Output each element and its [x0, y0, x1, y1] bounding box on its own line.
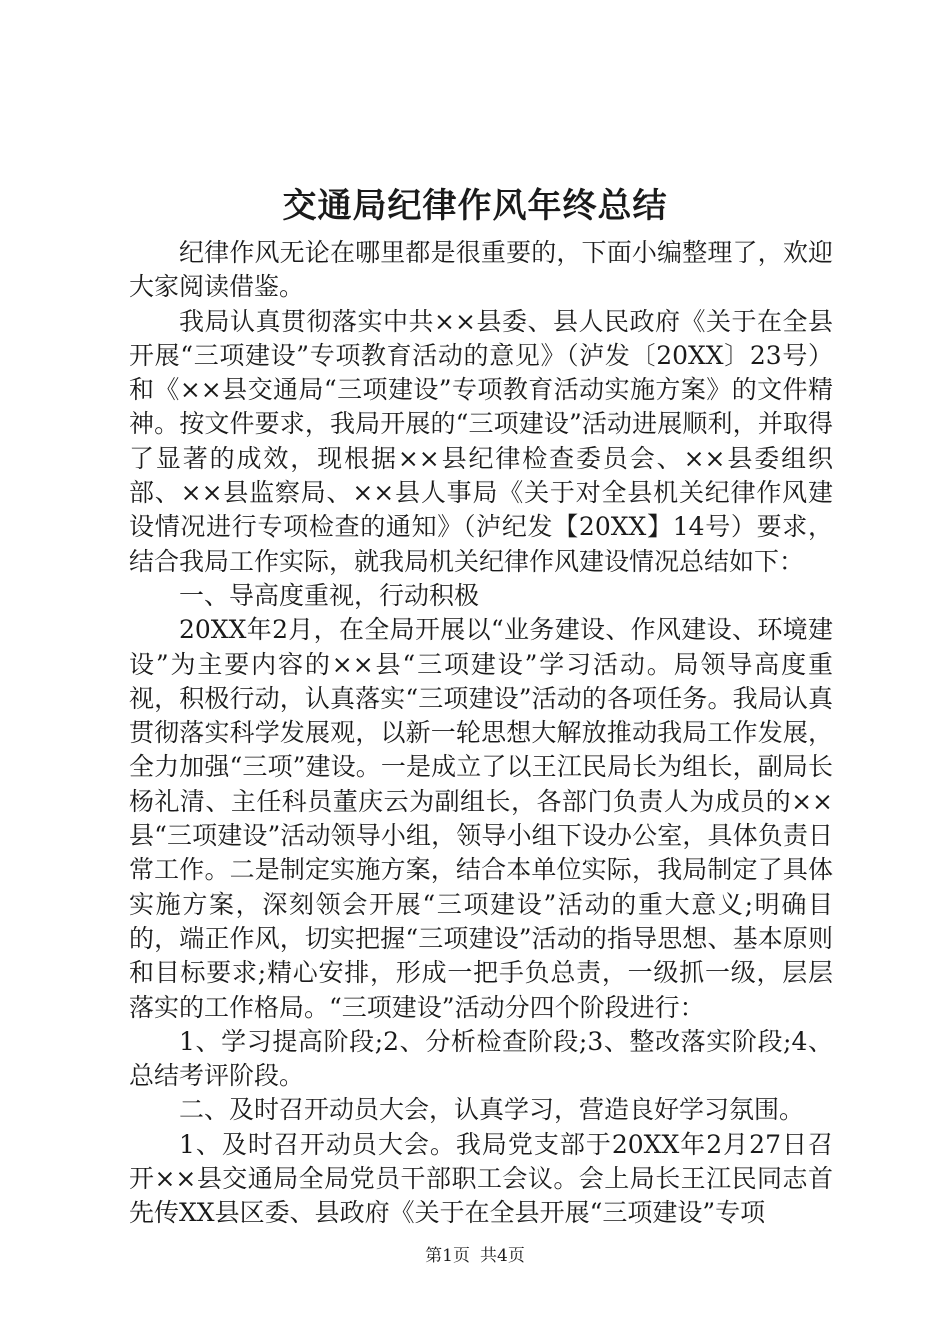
page-total: 共4页: [480, 1246, 525, 1266]
document-body: [129, 236, 833, 1231]
paragraph-background: 我局认真贯彻落实中共××县委、县人民政府《关于在全县开展“三项建设”专项教育活动的意见》（泸发〔20XX〕23号）和《××县交通局“三项建设”专项教育活动实施方案》的文件精神。按文件要求，我局开展的“三项建设”活动进展顺利，并取得了显著的成效，现根据××县纪律检查委员会、××县委组织部、××县监察局、××县人事局《关于对全县机关纪律作风建设情况进行专项检查的通知》（泸纪发【20XX】14号）要求，结合我局工作实际，就我局机关纪律作风建设情况总结如下：: [129, 306, 833, 576]
page-footer: [0, 1244, 950, 1268]
section-heading-2: 二、及时召开动员大会，认真学习，营造良好学习氛围。: [179, 1095, 805, 1125]
paragraph-stages: 1、学习提高阶段;2、分析检查阶段;3、整改落实阶段;4、总结考评阶段。: [129, 1026, 833, 1091]
paragraph-meeting: 1、及时召开动员大会。我局党支部于20XX年2月27日召开××县交通局全局党员干部职工会议。会上局长王江民同志首先传XX县区委、县政府《关于在全县开展“三项建设”专项: [129, 1129, 833, 1228]
paragraph-activity: 20XX年2月，在全局开展以“业务建设、作风建设、环境建设”为主要内容的××县“三项建设”学习活动。局领导高度重视，积极行动，认真落实“三项建设”活动的各项任务。我局认真贯彻落实科学发展观，以新一轮思想大解放推动我局工作发展，全力加强“三项”建设。一是成立了以王江民局长为组长，副局长杨礼清、主任科员董庆云为副组长，各部门负责人为成员的××县“三项建设”活动领导小组，领导小组下设办公室，具体负责日常工作。二是制定实施方案，结合本单位实际，我局制定了具体实施方案，深刻领会开展“三项建设”活动的重大意义;明确目的，端正作风，切实把握“三项建设”活动的指导思想、基本原则和目标要求;精心安排，形成一把手负总责，一级抓一级，层层落实的工作格局。“三项建设”活动分四个阶段进行：: [129, 615, 833, 1022]
document-title: 交通局纪律作风年终总结: [282, 186, 668, 226]
paragraph-intro: 纪律作风无论在哪里都是很重要的，下面小编整理了，欢迎大家阅读借鉴。: [129, 238, 833, 302]
page-number: 第1页: [425, 1246, 470, 1266]
section-heading-1: 一、导高度重视，行动积极: [179, 580, 480, 610]
